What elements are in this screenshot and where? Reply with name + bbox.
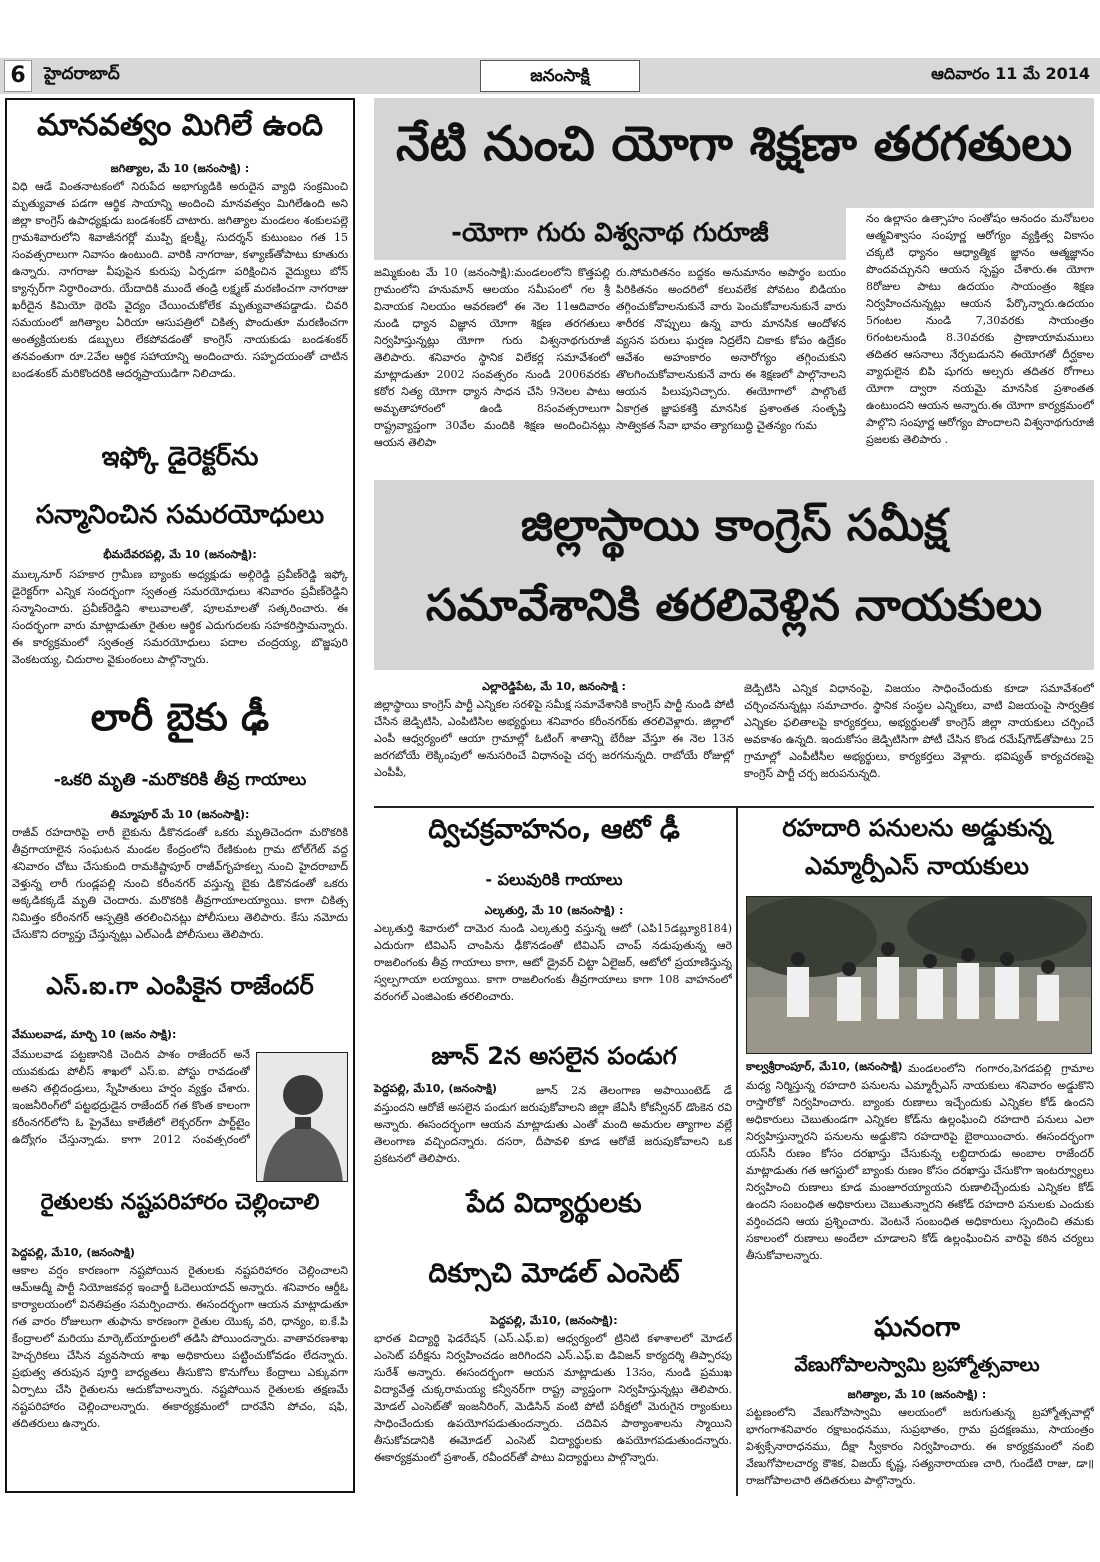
article-lorry-subhead: -ఒకరి మృతి -మరొకరికి తీవ్ర గాయాలు: [53, 770, 307, 790]
yoga-headline: నేటి నుంచి యోగా శిక్షణా తరగతులు: [395, 116, 1073, 172]
article-farmers-headline: రైతులకు నష్టపరిహారం చెల్లించాలి: [40, 1190, 320, 1215]
article-humanity-dateline: జగిత్యాల, మే 10 (జనంసాక్షి) :: [110, 162, 250, 175]
fest-headline-1: ఘనంగా: [873, 1312, 961, 1343]
accident-body: ఎల్కతుర్తి శివారులో దామెర నుండి ఎల్కతుర్తి వస్తున్న ఆటో (ఎపి15డబ్ల్యూ8184) ఎదురుగా టివిఎస్ చాంపిను ఢీకొనడంతో టివిఎస్ చాంప్ నడుపుతున్న ఆరె రాజలింగంకు తీవ్ర గాయాలు కాగా, ఆటో డ్రైవర్ చిట్టా ఏలైజర్, ఆటోలో ప్రయాణిస్తున్న స్వల్పగాయా లయ్యాయి. కాగా రాజలింగంకు తీవ్రగాయాలు కాగా 108 వాహనంలో వరంగల్ ఎంజిఎంకు తరలించారు.: [374, 922, 732, 1003]
june-headline: జూన్ 2న అసలైన పండుగ: [431, 1042, 677, 1070]
newspaper-logo: జనంసాక్షి: [480, 60, 640, 92]
road-body: మండలంలోని గంగారం,పెగడపల్లి గ్రామాల మధ్య నిర్మిస్తున్న రహదారి పనులను ఎమ్మార్పీఎస్ నాయకులు శనివారం అడ్డుకొని రాస్తారోకో నిర్వహించారు. బ్యాంకు రుణాలు ఇచ్చేందుకు ఎన్నికల కోడ్ ఉందని అధికారులు చెబుతుండగా ఎన్నికల కోడ్‌ను ఉల్లంఘించి రహదారి పనులు ఎలా నిర్వహిస్తున్నారని పనులను అడ్డుకొని రహదారిపై బైఠాయించారు. ఈసందర్భంగా యస్‌సీ రుణం కోసం దరఖాస్తు చేసుకున్న లబ్ధిదారుడు అంబాల రాజేందర్ మాట్లాడుతు గత ఆగస్టులో బ్యాంకు రుణం కోసం దరఖాస్తు చేసుకొగా ఇంటర్వ్యూలు నిర్వహించి రుణాలు కూడ మంజూరయ్యాయని రుణాలిచ్చేందుకు ఎన్నికల కోడ్ ఉందని సంబంధిత అధికారులు చెబుతున్నారని ఈకోడ్ రహదారి పనులకు ఎందుకు వర్తించదని ఆయ ప్రశ్నించారు. వెంటనే సంబంధిత అధికారులు స్పందించి తమకు సకాలంలో రుణాలు అందేలా చూడాలని కోడ్ ఉల్లంఘించిన వారిపై కఠిన చర్యలు తీసుకోవాలన్నారు.: [746, 1062, 1094, 1262]
congress-col-2: జెడ్పిటిసి ఎన్నిక విధానంపై, విజయం సాధించేందుకు కూడా సమావేశంలో చర్చించనున్నట్లు సమాచారం. స్థానిక సంస్థల ఎన్నికలు, వాటి విజయంపై సార్వత్రిక ఎన్నికల ఫలితాలపై కార్యకర్తలు, అభ్యర్థులతో కాంగ్రెస్ జిల్లా నాయకులు చర్చించే అవకాశం ఉన్నది. ఇందుకోసం జెడ్పిటిసిగా పోటీ చేసిన కొండ రమేష్‌గౌడ్‌తోపాటు 25 గ్రామాల్లో ఎంపీటీసీల అభ్యర్థులు, కార్యకర్తలు వెళ్లారు. భవిష్యత్ కార్యచరణపై కాంగ్రెస్ పార్టీ చర్చ జరుపనున్నది.: [744, 682, 1094, 780]
article-lorry-headline: లారీ బైకు ఢీ: [90, 695, 270, 739]
accident-dateline: ఎల్కతుర్తి, మే 10 (జనంసాక్షి) :: [484, 904, 624, 917]
article-farmers-body: ఆకాల వర్షం కారణంగా నష్టపోయిన రైతులకు నష్టపరిహారం చెల్లించాలని ఆమ్‌ఆద్మీ పార్టీ నియోజకవర్గ ఇంచార్జీ ఓదెలుయాదవ్ అన్నారు. శనివారం ఆర్డీఓ కార్యాలయంలో వినతిపత్రం సమర్పించారు. ఈసందర్భంగా ఆయన మాట్లాడుతూ గత వారం రోజులుగా తుఫాను కారణంగా రైతుల యొక్క వరి, ధాన్యం, ఐ.కే.పి కేంద్రాలలో మరియు మార్కెట్‌యార్డులలో తడిసి పోయిందన్నారు. వాతావరణశాఖ హెచ్చరికలు చేసిన వ్యవసాయ శాఖ అధికారులు పట్టించుకోవడం లేదన్నారు. ప్రభుత్వ తరుపున పూర్తి బాధ్యతలు తీసుకొని కొనుగోలు కేంద్రాలు ఎక్కువగా ఏర్పాటు చేసి రైతులను ఆదుకోవాలన్నారు. నష్టపోయిన రైతులకు తక్షణమే నష్టపరిహారం చెల్లించాలన్నారు. ఈకార్యక్రమంలో దారవేని పోచం, షఫి, తదితరులు ఉన్నారు.: [12, 1264, 348, 1430]
fest-headline-2: వేణుగోపాలస్వామి బ్రహ్మోత్సవాలు: [794, 1354, 1040, 1376]
students-body: భారత విద్యార్థి ఫెడరేషన్ (ఎస్.ఎఫ్.ఐ) ఆధ్వర్యంలో ట్రినిటి కళాశాలలో మోడల్ ఎంసెట్ పరీక్షను నిర్వహించడం జరిగిందని ఎస్.ఎఫ్.ఐ డివిజన్ కార్యదర్శి తిప్పారపు సురేశ్ అన్నారు. ఈసందర్భంగా ఆయన మాట్లాడుతు 13సం, నుండి ప్రముఖ విద్యావేత్త చుక్కరామయ్య కన్వీనర్‌గా రాష్ట్ర వ్యాప్తంగా నిర్వహిస్తున్నట్లు తెలిపారు. మోడల్ ఎంసెట్‌తో ఇంజనీరింగ్, మెడిసిన్ వంటి పోటీ పరీక్షలో మెరుగైన ర్యాంకులు సాధించేందుకు ఉపయోగపడుతుందన్నారు. చదివిన పాఠ్యాంశాలను స్మాయిని తీసుకోవడానికి ఈమోడల్ ఎంసెట్ విద్యార్థులకు ఉపయోగపడుతుందన్నారు. ఈకార్యక్రమంలో ప్రశాంత్, రవీందర్‌తో పాటు విద్యార్థులు పాల్గొన్నారు.: [374, 1332, 732, 1464]
article-lorry-dateline: తిమ్మాపూర్ మే 10 (జనంసాక్షి):: [110, 808, 250, 821]
students-headline-2: దిక్సూచి మోడల్ ఎంసెట్: [428, 1258, 680, 1289]
article-si-headline: ఎస్.ఐ.గా ఎంపికైన రాజేందర్: [46, 972, 314, 1000]
yoga-subhead: -యోగా గురు విశ్వనాథ గురూజీ: [451, 218, 769, 248]
congress-headline-2: సమావేశానికి తరలివెళ్లిన నాయకులు: [425, 580, 1043, 631]
road-headline-1: రహదారి పనులను అడ్డుకున్న: [782, 814, 1052, 842]
article-si-body-top: వేములవాడ పట్టణానికి చెందిన పాశం రాజేందర్ అనే యువకుడు పోలీస్ శాఖలో ఎస్.ఐ. పోస్టు రావడంతో అతని తల్లిదండ్రులు, స్నేహితులు హర్షం వ్యక్తం చేశారు. ఇంజనీరింగ్‌లో పట్టభద్రుడైన రాజేందర్ గత కొంత కాలంగా కరీంనగర్‌లోని ఓ ప్రైవేటు కాలేజీలో లెక్చరర్‌గా పార్ట్‌టైం ఉద్యోగం చేస్తున్నాడు. కాగా 2012 సంవత్సరంలో: [12, 1048, 250, 1146]
si-portrait-photo: [256, 1052, 348, 1182]
article-iffco-body: ముల్కనూర్ సహకార గ్రామీణ బ్యాంకు అధ్యక్షుడు అల్గిరెడ్డి ప్రవీణ్‌రెడ్డి ఇఫ్కో డైరెక్టర్‌గా ఎన్నిక సందర్భంగా స్వతంత్ర సమరయోధులు శనివారం ప్రవీణ్‌రెడ్డిని సన్మానించారు. ప్రవీణ్‌రెడ్డిని శాలువాలతో, పూలమాలతో సత్కరించారు. ఈ సందర్భంగా వారు మాట్లాడుతూ రైతుల ఆర్థిక ఎదుగుదలకు సహకరిస్తామన్నారు. ఈ కార్యక్రమంలో స్వతంత్ర సమరయోధులు పదాల చంద్రయ్య, బొజ్జపురి వెంకటయ్య, చిదురాల వైకుంఠంలు పాల్గొన్నారు.: [12, 568, 348, 666]
fest-dateline: జగిత్యాల, మే 10 (జనంసాక్షి) :: [847, 1388, 987, 1401]
yoga-col-1: జమ్మికుంట మే 10 (జనంసాక్షి):మండలంలోని కొత్తపల్లి గ్రామంలోని హనుమాన్ ఆలయం సమీపంలో గల శ్రీ వినాయక నిలయం ఆవరణలో ఈ నెల 11ఆదివారం నుండి ధ్యాన విజ్ఞాన యోగా శిక్షణ తరగతులు నిర్వహిస్తున్నట్లు యోగా గురు విశ్వనాథగురూజీ తెలిపారు. శనివారం స్థానిక విలేకర్ల సమావేశంలో మాట్లాడుతూ 2002 సంవత్సరం నుండి 2006వరకు కఠోర నిత్య యోగా ధ్యాన సాధన చేసి 9నెలల పాటు అమృతాహారంలో ఉండి 8సంవత్సరాలుగా రాష్ట్రవ్యాప్తంగా 30వేల మందికి శిక్షణ అందించినట్లు ఆయన తెలిపా: [374, 266, 610, 449]
road-headline-2: ఎమ్మార్పీఎస్ నాయకులు: [805, 852, 1029, 880]
congress-dateline: ఎల్లారెడ్డిపేట, మే 10, జనంసాక్షి :: [482, 680, 626, 693]
article-iffco-headline-1: ఇఫ్కో డైరెక్టర్‌ను: [101, 442, 259, 472]
issue-date: ఆదివారం 11 మే 2014: [931, 64, 1090, 83]
divider-rule: [374, 806, 1094, 808]
column-divider: [736, 806, 738, 1496]
article-lorry-body: రాజీవ్ రహదారిపై లారీ బైకును డీకొనడంతో ఒకరు మృతిచెందగా మరొకరికి తీవ్రగాయాలైన సంఘటన మండల కేంద్రంలోని రేణికుంట గ్రామ టోల్‌గేట్ వద్ద శనివారం చోటు చేసుకుంది రామకిష్టాపూర్ రాజీవ్‌గృహకల్ప నుంచి హైదరాబాద్ వెళ్తున్న లారీ గుండ్లపల్లి నుంచి కరీంనగర్ వస్తున్న బైకు డికొనడంతో ఒకరు అక్కడికక్కడే మృతి చెందారు. మరొకరికి తీవ్రగాయాలయ్యాయి. కాగా చికిత్స నిమిత్తం కరీంనగర్ ఆస్పత్రికి తరలించినట్లు పోలీసులు తెలిపారు. కేసు నమోదు చేసుకొని దర్యాప్తు చేస్తున్నట్లు ఎల్ఎండీ పోలీసులు తెలిపారు.: [12, 826, 348, 941]
fest-body: పట్టణంలోని వేణుగోపాస్వామి ఆలయంలో జరుగుతున్న బ్రహ్మోత్సవాల్లో భాగంగాశనివారం రక్షాబంధనము, సుప్రభాతం, గ్రామ ప్రదక్షణము, సాయంత్రం విశ్వక్సేనారాధనము, దీక్షా స్వీకారం నిర్వహించారు. ఈ కార్యక్రమంలో నంబి వేణుగోపాలచార్య కౌశిక, విజయ్ కృష్ణ, సత్యనారాయణ చారి, గుండేటి రాజు, డా॥ రాజగోపాలచారి తదితరులు పాల్గొన్నారు.: [746, 1406, 1094, 1487]
june-body: జూన్ 2న తెలంగాణ అపాయింటెడ్ డే వస్తుందని ఆరోజే అసలైన పండుగ జరుపుకోవాలని జిల్లా జేఏసీ కోకన్వీనర్ డొంకెన రవి అన్నారు. ఈసందర్భంగా ఆయన మాట్లాడుతు ఎంతో మంది అమరుల త్యాగాల వల్లే తెలంగాణ వచ్చిందన్నారు. దసరా, దీపావళి కూడ ఆరోజే జరుపుకోవాలని ఒక ప్రకటనలో తెలిపారు.: [374, 1084, 732, 1165]
congress-headline-1: జిల్లాస్థాయి కాంగ్రెస్ సమీక్ష: [520, 500, 948, 551]
section-city: హైదరాబాద్: [44, 64, 120, 84]
accident-subhead: - పలువురికి గాయాలు: [485, 870, 623, 889]
students-headline-1: పేద విద్యార్థులకు: [466, 1188, 642, 1219]
congress-col-1: జిల్లాస్థాయి కాంగ్రెస్ పార్టీ ఎన్నికల సరళిపై సమీక్ష సమావేశానికి కాంగ్రెస్ పార్టీ నుండి పోటీ చేసిన జెడ్పిటిసి, ఎంపిటిసిల అభ్యర్థులు శనివారం కరీంనగర్‌కు తరలివెళ్లారు. జిల్లాలో ఎంపీ ఆధ్వర్యంలో ఆయా గ్రామాల్లో ఓటింగ్ శాతాన్ని బేరీజు వేస్తూ ఈ నెల 13న జరగబోయే లెక్కింపులో అనుసరించే విధానంపై చర్చ జరగనున్నది. రాబోయే రోజుల్లో ఎంపీపీ,: [374, 698, 734, 779]
students-dateline: పెద్దపల్లి, మే10, (జనంసాక్షి):: [490, 1314, 618, 1327]
article-humanity-body: విధి ఆడే వింతనాటకంలో నిరుపేద అభాగ్యుడికి అరుదైన వ్యాధి సంక్రమించి మృత్యువాత పడగా ఆర్థిక సాయాన్ని అందించి మానవత్వం మిగిలేఉంది అని జిల్లా కాంగ్రెస్ ఉపాధ్యక్షుడు బండశంకర్ చాటారు. జగిత్యాల మండలం శంకులపల్లె గ్రామశివారులోని శివాజీనగర్లో ముప్పి క్షలక్ష్మీ, సుదర్శన్ కుటుంబం గత 15 సంవత్సరాలుగా నివాసం ఉంటుంది. వారికి నాగరాజు, కళ్యాణ్‌తోపాటు కూతురు ఉన్నారు. నాగరాజు వీపుపైన కురుపు ఏర్పడగా పరిక్షించిన వైద్యులు బోన్ క్యాన్సర్‌గా నిర్ధారించారు. యేదాదికి ముందే తండ్రి లక్ష్మణ్ మరణించగా నాగరాజు ఖరీదైన కిమియో థెరపి వైద్యం చేయించుకోలేక మృత్యువాతపడ్డాడు. చివరి సమయంలో జగిత్యాల ఏరియా ఆసుపత్రిలో చికిత్స పొందుతూ మరణించగా అంత్యక్రియలకు డబ్బులు లేకపోవడంతో కాంగ్రెస్ నాయకుడు బండశంకర్ తనవంతుగా రూ.2వేల ఆర్థిక సహాయాన్ని అందించారు. సహృదయంతో చాటిన బండశంకర్ మరికొందరికి ఆదర్శప్రాయుడిగా నిలిచాడు.: [12, 180, 348, 380]
yoga-col-2: రు.సోమరితనం బద్దకం అనుమానం అపార్థం బయం పిరికితనం అందరిలో కలువలేక పోవటం బిడియం తగ్గించుకోవాలనుకునే వారు పెంచుకోవాలనుకునే వారు శారీరక నొప్పులు ఉన్న వారు మానసిక ఆందోళన వ్యసన పరులు ఘర్షణ నిద్రలేని చికాకు కోపం ఉద్రేకం ఆవేశం అహంకారం అనారోగ్యం తగ్గించుకుని తొలగించుకోవాలనుకునే వారు ఈ శిక్షణలో పాల్గొనాలని ఆయన పిలుపునిచ్చారు. ఈయోగాలో పాల్గొంటే ఏకాగ్రత జ్ఞాపకశక్తి మానసిక ప్రశాంతత సంతృప్తి సాత్వికత సేవా భావం త్యాగబుద్ధి చైతన్యం గుమ: [616, 266, 846, 432]
road-dateline: కాల్వశ్రీరాంపూర్, మే10, (జనంసాక్షి): [746, 1060, 903, 1073]
accident-headline: ద్విచక్రవాహనం, ఆటో ఢీ: [428, 814, 680, 845]
article-iffco-headline-2: సన్మానించిన సమరయోధులు: [35, 500, 325, 530]
article-si-dateline: వేములవాడ, మార్చి 10 (జనం సాక్షి):: [12, 1028, 177, 1041]
june-dateline: పెద్దపల్లి, మే10, (జనంసాక్షి): [374, 1082, 497, 1095]
article-humanity-headline: మానవత్వం మిగిలే ఉంది: [36, 108, 324, 143]
yoga-col-3: నం ఉల్లాసం ఉత్సాహం సంతోషం ఆనందం మనోబలం ఆత్మవిశ్వాసం సంపూర్ణ ఆరోగ్యం వ్యక్తిత్వ వికాసం చక్కటి ధ్యానం ఆధ్యాత్మిక జ్ఞానం ఆత్మజ్ఞానం పొందవచ్చునని ఆయన స్పష్టం చేశారు.ఈ యోగా 8రోజుల పాటు ఉదయం సాయంత్రం శిక్షణ నిర్వహించనున్నట్లు ఆయన పేర్కొన్నారు.ఉదయం 5గంటల నుండి 7,30వరకు సాయంత్రం 6గంటలనుండి 8.30వరకు ప్రాణాయామములు తదితర ఆసనాలు నేర్పబడునని ఈయోగతో దీర్ఘకాల వ్యాధులైన బిపి షుగరు అల్సరు తదితర రోగాలు యోగా ద్వారా నయమై మానసిక ప్రశాంతత ఉంటుందని ఆయన అన్నారు.ఈ యోగా కార్యక్రమంలో పాల్గొని సంపూర్ణ ఆరోగ్యం పొందాలని విశ్వనాథగురూజీ ప్రజలకు తెలిపారు .: [866, 212, 1094, 446]
article-iffco-dateline: భీమదేవరపల్లి, మే 10 (జనంసాక్షి):: [103, 548, 257, 561]
article-farmers-dateline: పెద్దపల్లి, మే10, (జనంసాక్షి): [12, 1246, 135, 1259]
road-protest-photo: [746, 896, 1092, 1054]
page-number: 6: [4, 60, 32, 92]
